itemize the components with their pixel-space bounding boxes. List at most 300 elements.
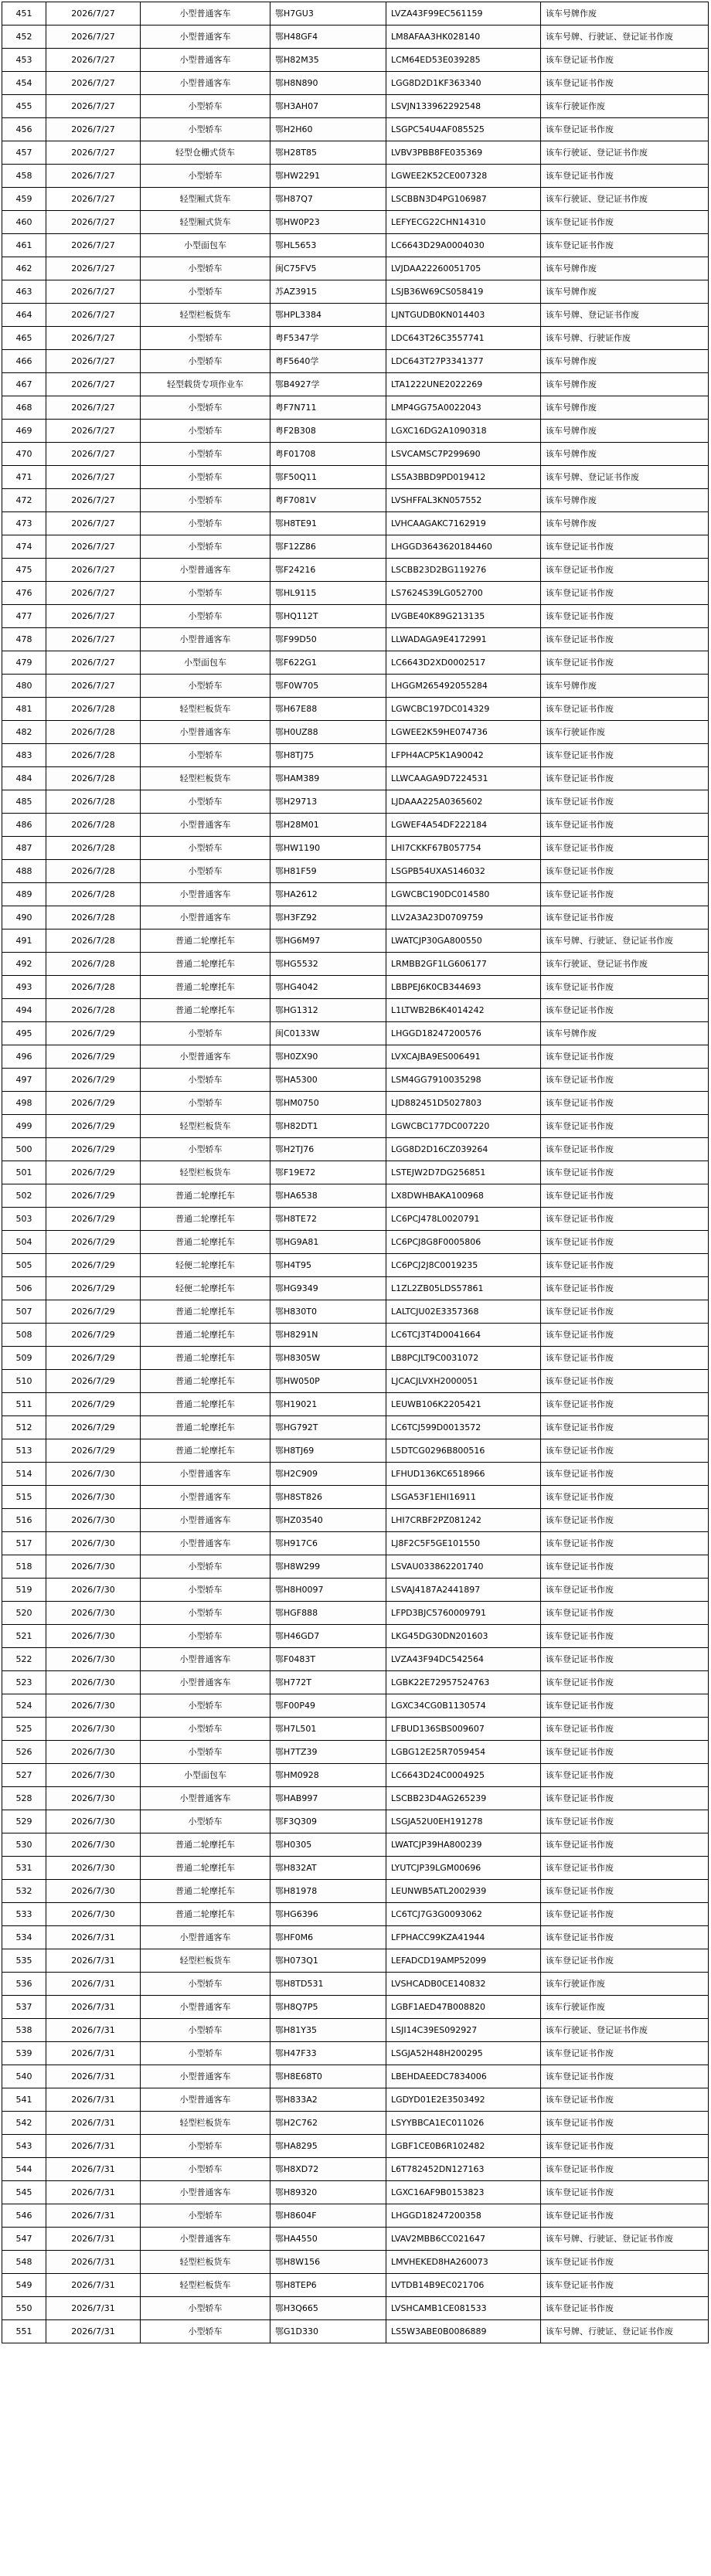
row-number: 498	[2, 1092, 46, 1115]
void-date: 2026/7/31	[46, 2042, 141, 2065]
table-row	[2, 1671, 709, 1694]
vehicle-type: 轻型栏板货车	[141, 2274, 270, 2297]
row-number: 544	[2, 2158, 46, 2181]
vehicle-type: 小型轿车	[141, 443, 270, 466]
plate-number: 鄂HL9115	[270, 582, 386, 605]
plate-number: 鄂H830T0	[270, 1300, 386, 1324]
row-number: 463	[2, 280, 46, 304]
void-reason: 该车号牌作废	[541, 489, 709, 512]
void-reason: 该车登记证书作废	[541, 2135, 709, 2158]
void-reason: 该车登记证书作废	[541, 1718, 709, 1741]
vin-code: LGXC16AF9B0153823	[386, 2181, 541, 2204]
plate-number: 鄂H917C6	[270, 1532, 386, 1555]
vin-code: LJD882451D5027803	[386, 1092, 541, 1115]
void-date: 2026/7/29	[46, 1347, 141, 1370]
void-date: 2026/7/28	[46, 929, 141, 953]
plate-number: 鄂H8TEP6	[270, 2274, 386, 2297]
plate-number: 鄂H81Y35	[270, 2019, 386, 2042]
void-reason: 该车登记证书作废	[541, 1602, 709, 1625]
vin-code: LC6PCJ478L0020791	[386, 1208, 541, 1231]
vehicle-type: 小型轿车	[141, 675, 270, 698]
void-date: 2026/7/31	[46, 2320, 141, 2343]
vehicle-type: 轻型仓栅式货车	[141, 141, 270, 165]
table-row	[2, 141, 709, 165]
vehicle-type: 轻型栏板货车	[141, 2251, 270, 2274]
table-row	[2, 257, 709, 280]
table-row	[2, 1926, 709, 1949]
table-row	[2, 1625, 709, 1648]
table-row	[2, 535, 709, 559]
vin-code: LBEHDAEEDC7834006	[386, 2065, 541, 2088]
row-number: 511	[2, 1393, 46, 1416]
row-number: 515	[2, 1486, 46, 1509]
void-reason: 该车登记证书作废	[541, 1579, 709, 1602]
void-reason: 该车登记证书作废	[541, 1903, 709, 1926]
plate-number: 鄂H8TE72	[270, 1208, 386, 1231]
vehicle-type: 小型轿车	[141, 2042, 270, 2065]
vin-code: LVSHCAMB1CE081533	[386, 2297, 541, 2320]
void-reason: 该车登记证书作废	[541, 2181, 709, 2204]
row-number: 476	[2, 582, 46, 605]
plate-number: 鄂B4927学	[270, 373, 386, 396]
void-date: 2026/7/29	[46, 1254, 141, 1277]
row-number: 546	[2, 2204, 46, 2228]
plate-number: 鄂H8E68T0	[270, 2065, 386, 2088]
vin-code: LSM4GG7910035298	[386, 1069, 541, 1092]
vin-code: LC6TCJ7G3G0093062	[386, 1903, 541, 1926]
void-date: 2026/7/29	[46, 1393, 141, 1416]
void-reason: 该车登记证书作废	[541, 1764, 709, 1787]
row-number: 488	[2, 860, 46, 883]
void-reason: 该车登记证书作废	[541, 906, 709, 929]
row-number: 536	[2, 1973, 46, 1996]
void-date: 2026/7/28	[46, 999, 141, 1022]
row-number: 530	[2, 1833, 46, 1857]
vehicle-type: 小型普通客车	[141, 25, 270, 49]
void-date: 2026/7/27	[46, 188, 141, 211]
table-row	[2, 1996, 709, 2019]
table-row	[2, 1347, 709, 1370]
row-number: 504	[2, 1231, 46, 1254]
plate-number: 鄂HW1190	[270, 837, 386, 860]
vehicle-type: 小型普通客车	[141, 2065, 270, 2088]
vin-code: LC6PCJ2J8C0019235	[386, 1254, 541, 1277]
vehicle-type: 普通二轮摩托车	[141, 1347, 270, 1370]
table-row	[2, 953, 709, 976]
void-date: 2026/7/29	[46, 1439, 141, 1463]
vehicle-type: 小型普通客车	[141, 49, 270, 72]
vin-code: LFBUD136SBS009607	[386, 1718, 541, 1741]
void-reason: 该车登记证书作废	[541, 2112, 709, 2135]
vin-code: LLWCAAGA9D7224531	[386, 767, 541, 790]
table-row	[2, 721, 709, 744]
row-number: 512	[2, 1416, 46, 1439]
row-number: 480	[2, 675, 46, 698]
row-number: 460	[2, 211, 46, 234]
plate-number: 鄂H3AH07	[270, 95, 386, 118]
vehicle-type: 轻型厢式货车	[141, 188, 270, 211]
void-date: 2026/7/29	[46, 1300, 141, 1324]
void-date: 2026/7/31	[46, 2274, 141, 2297]
row-number: 491	[2, 929, 46, 953]
vin-code: LSGPC54U4AF085525	[386, 118, 541, 141]
plate-number: 鄂H073Q1	[270, 1949, 386, 1973]
row-number: 528	[2, 1787, 46, 1810]
row-number: 497	[2, 1069, 46, 1092]
plate-number: 粤F5640学	[270, 350, 386, 373]
table-row	[2, 651, 709, 675]
void-reason: 该车号牌作废	[541, 443, 709, 466]
vin-code: LVGBE40K89G213135	[386, 605, 541, 628]
vehicle-type: 小型轿车	[141, 95, 270, 118]
vehicle-type: 小型轿车	[141, 350, 270, 373]
plate-number: 鄂H28T85	[270, 141, 386, 165]
void-date: 2026/7/28	[46, 976, 141, 999]
vehicle-type: 小型面包车	[141, 651, 270, 675]
void-reason: 该车登记证书作废	[541, 1277, 709, 1300]
vin-code: LJDAAA225A0365602	[386, 790, 541, 814]
vehicle-type: 小型轿车	[141, 2019, 270, 2042]
void-date: 2026/7/27	[46, 443, 141, 466]
vin-code: LSVAU033862201740	[386, 1555, 541, 1579]
plate-number: 鄂H0ZX90	[270, 1045, 386, 1069]
vehicle-type: 小型普通客车	[141, 1926, 270, 1949]
void-date: 2026/7/27	[46, 373, 141, 396]
void-date: 2026/7/27	[46, 211, 141, 234]
row-number: 545	[2, 2181, 46, 2204]
plate-number: 鄂H2H60	[270, 118, 386, 141]
vehicle-type: 普通二轮摩托车	[141, 1208, 270, 1231]
plate-number: 粤F7081V	[270, 489, 386, 512]
void-reason: 该车行驶证作废	[541, 95, 709, 118]
table-row	[2, 2320, 709, 2343]
vin-code: LGWCBC177DC007220	[386, 1115, 541, 1138]
vin-code: LVZA43F99EC561159	[386, 2, 541, 25]
row-number: 540	[2, 2065, 46, 2088]
void-reason: 该车登记证书作废	[541, 1416, 709, 1439]
vin-code: LSJB36W69CS058419	[386, 280, 541, 304]
row-number: 534	[2, 1926, 46, 1949]
row-number: 551	[2, 2320, 46, 2343]
void-date: 2026/7/30	[46, 1741, 141, 1764]
table-row	[2, 1532, 709, 1555]
plate-number: 鄂HG4042	[270, 976, 386, 999]
void-reason: 该车登记证书作废	[541, 2065, 709, 2088]
vehicle-type: 小型普通客车	[141, 2088, 270, 2112]
table-row	[2, 2088, 709, 2112]
table-row	[2, 1161, 709, 1184]
vin-code: LRMBB2GF1LG606177	[386, 953, 541, 976]
row-number: 501	[2, 1161, 46, 1184]
vin-code: LHGGM265492055284	[386, 675, 541, 698]
plate-number: 鄂HM0928	[270, 1764, 386, 1787]
vin-code: LVXCAJBA9ES006491	[386, 1045, 541, 1069]
void-date: 2026/7/27	[46, 95, 141, 118]
table-row	[2, 350, 709, 373]
plate-number: 鄂H67E88	[270, 698, 386, 721]
table-row	[2, 396, 709, 420]
plate-number: 鄂H8291N	[270, 1324, 386, 1347]
row-number: 514	[2, 1463, 46, 1486]
table-row	[2, 1555, 709, 1579]
table-row	[2, 512, 709, 535]
vehicle-type: 小型面包车	[141, 234, 270, 257]
table-row	[2, 1602, 709, 1625]
table-row	[2, 118, 709, 141]
void-reason: 该车登记证书作废	[541, 72, 709, 95]
void-reason: 该车登记证书作废	[541, 1370, 709, 1393]
void-date: 2026/7/28	[46, 906, 141, 929]
vehicle-type: 小型轿车	[141, 1069, 270, 1092]
table-row	[2, 1045, 709, 1069]
vin-code: LALTCJU02E3357368	[386, 1300, 541, 1324]
plate-number: 鄂HW0P23	[270, 211, 386, 234]
table-row	[2, 2181, 709, 2204]
plate-number: 鄂H3Q665	[270, 2297, 386, 2320]
table-row	[2, 1231, 709, 1254]
table-row	[2, 1022, 709, 1045]
void-date: 2026/7/29	[46, 1161, 141, 1184]
table-row	[2, 1787, 709, 1810]
row-number: 462	[2, 257, 46, 280]
plate-number: 鄂H4T95	[270, 1254, 386, 1277]
void-reason: 该车登记证书作废	[541, 1625, 709, 1648]
plate-number: 鄂HAM389	[270, 767, 386, 790]
vehicle-type: 轻型厢式货车	[141, 211, 270, 234]
void-reason: 该车登记证书作废	[541, 651, 709, 675]
vehicle-type: 小型轿车	[141, 1694, 270, 1718]
void-date: 2026/7/27	[46, 628, 141, 651]
vin-code: LFPH4ACP5K1A90042	[386, 744, 541, 767]
vehicle-type: 普通二轮摩托车	[141, 1393, 270, 1416]
table-row	[2, 744, 709, 767]
void-date: 2026/7/30	[46, 1903, 141, 1926]
row-number: 483	[2, 744, 46, 767]
vin-code: LMP4GG75A0022043	[386, 396, 541, 420]
plate-number: 鄂HG9A81	[270, 1231, 386, 1254]
void-reason: 该车登记证书作废	[541, 1648, 709, 1671]
plate-number: 鄂H47F33	[270, 2042, 386, 2065]
row-number: 492	[2, 953, 46, 976]
vehicle-type: 轻型栏板货车	[141, 1949, 270, 1973]
void-reason: 该车登记证书作废	[541, 211, 709, 234]
vehicle-type: 小型轿车	[141, 1579, 270, 1602]
vehicle-type: 普通二轮摩托车	[141, 1231, 270, 1254]
void-date: 2026/7/27	[46, 327, 141, 350]
row-number: 503	[2, 1208, 46, 1231]
vin-code: LC6643D2XD0002517	[386, 651, 541, 675]
table-row	[2, 1694, 709, 1718]
vehicle-type: 普通二轮摩托车	[141, 976, 270, 999]
vehicle-type: 轻型栏板货车	[141, 304, 270, 327]
plate-number: 鄂H8TJ75	[270, 744, 386, 767]
table-row	[2, 999, 709, 1022]
void-reason: 该车登记证书作废	[541, 790, 709, 814]
table-row	[2, 837, 709, 860]
plate-number: 鄂H832AT	[270, 1857, 386, 1880]
row-number: 510	[2, 1370, 46, 1393]
row-number: 466	[2, 350, 46, 373]
void-date: 2026/7/30	[46, 1463, 141, 1486]
plate-number: 鄂HG1312	[270, 999, 386, 1022]
table-row	[2, 49, 709, 72]
row-number: 489	[2, 883, 46, 906]
row-number: 542	[2, 2112, 46, 2135]
void-reason: 该车号牌作废	[541, 1022, 709, 1045]
void-date: 2026/7/27	[46, 535, 141, 559]
void-date: 2026/7/27	[46, 280, 141, 304]
row-number: 499	[2, 1115, 46, 1138]
void-date: 2026/7/29	[46, 1324, 141, 1347]
void-reason: 该车登记证书作废	[541, 1694, 709, 1718]
vin-code: LVSHCADB0CE140832	[386, 1973, 541, 1996]
vehicle-type: 普通二轮摩托车	[141, 1439, 270, 1463]
row-number: 490	[2, 906, 46, 929]
void-reason: 该车登记证书作废	[541, 1949, 709, 1973]
void-reason: 该车登记证书作废	[541, 1254, 709, 1277]
void-reason: 该车登记证书作废	[541, 1926, 709, 1949]
table-row	[2, 443, 709, 466]
void-date: 2026/7/27	[46, 559, 141, 582]
table-row	[2, 1069, 709, 1092]
void-date: 2026/7/30	[46, 1810, 141, 1833]
void-date: 2026/7/30	[46, 1833, 141, 1857]
table-row	[2, 211, 709, 234]
void-reason: 该车号牌、行驶证、登记证书作废	[541, 2228, 709, 2251]
void-date: 2026/7/29	[46, 1092, 141, 1115]
void-date: 2026/7/27	[46, 72, 141, 95]
vin-code: LJNTGUDB0KN014403	[386, 304, 541, 327]
void-reason: 该车登记证书作废	[541, 1069, 709, 1092]
void-date: 2026/7/30	[46, 1671, 141, 1694]
plate-number: 鄂H8XD72	[270, 2158, 386, 2181]
void-reason: 该车登记证书作废	[541, 2042, 709, 2065]
plate-number: 鄂F0483T	[270, 1648, 386, 1671]
void-reason: 该车登记证书作废	[541, 1671, 709, 1694]
table-row	[2, 929, 709, 953]
plate-number: 鄂HA8295	[270, 2135, 386, 2158]
void-reason: 该车登记证书作废	[541, 628, 709, 651]
table-row	[2, 2251, 709, 2274]
vehicle-type: 普通二轮摩托车	[141, 1903, 270, 1926]
vin-code: LGBG12E25R7059454	[386, 1741, 541, 1764]
vehicle-void-notice-table	[2, 2, 709, 2343]
vehicle-type: 小型轿车	[141, 1810, 270, 1833]
plate-number: 粤F7N711	[270, 396, 386, 420]
void-date: 2026/7/31	[46, 2158, 141, 2181]
void-date: 2026/7/27	[46, 2, 141, 25]
vin-code: LGWCBC197DC014329	[386, 698, 541, 721]
void-reason: 该车登记证书作废	[541, 605, 709, 628]
vin-code: LWATCJP39HA800239	[386, 1833, 541, 1857]
row-number: 469	[2, 420, 46, 443]
void-reason: 该车号牌作废	[541, 257, 709, 280]
void-date: 2026/7/27	[46, 651, 141, 675]
void-reason: 该车登记证书作废	[541, 1161, 709, 1184]
row-number: 506	[2, 1277, 46, 1300]
void-date: 2026/7/30	[46, 1648, 141, 1671]
vin-code: LSCBBN3D4PG106987	[386, 188, 541, 211]
vin-code: LSVCAMSC7P299690	[386, 443, 541, 466]
void-date: 2026/7/30	[46, 1486, 141, 1509]
void-date: 2026/7/28	[46, 953, 141, 976]
plate-number: 鄂H81F59	[270, 860, 386, 883]
vin-code: LEFADCD19AMP52099	[386, 1949, 541, 1973]
table-row	[2, 1208, 709, 1231]
table-row	[2, 1092, 709, 1115]
table-row	[2, 2297, 709, 2320]
void-reason: 该车行驶证作废	[541, 1996, 709, 2019]
void-date: 2026/7/27	[46, 466, 141, 489]
void-reason: 该车登记证书作废	[541, 1393, 709, 1416]
row-number: 520	[2, 1602, 46, 1625]
void-date: 2026/7/27	[46, 165, 141, 188]
void-reason: 该车登记证书作废	[541, 165, 709, 188]
void-reason: 该车行驶证、登记证书作废	[541, 141, 709, 165]
void-reason: 该车登记证书作废	[541, 118, 709, 141]
vehicle-type: 小型轿车	[141, 860, 270, 883]
vin-code: LBBPEJ6K0CB344693	[386, 976, 541, 999]
plate-number: 鄂F19E72	[270, 1161, 386, 1184]
vin-code: L6T782452DN127163	[386, 2158, 541, 2181]
table-row	[2, 234, 709, 257]
row-number: 518	[2, 1555, 46, 1579]
vin-code: LFPD3BJC5760009791	[386, 1602, 541, 1625]
vin-code: LGWEE2K59HE074736	[386, 721, 541, 744]
void-reason: 该车登记证书作废	[541, 1787, 709, 1810]
void-date: 2026/7/27	[46, 304, 141, 327]
plate-number: 鄂F99D50	[270, 628, 386, 651]
void-reason: 该车登记证书作废	[541, 535, 709, 559]
vehicle-type: 小型轿车	[141, 420, 270, 443]
void-reason: 该车登记证书作废	[541, 860, 709, 883]
plate-number: 鄂HG792T	[270, 1416, 386, 1439]
vin-code: LGDYD01E2E3503492	[386, 2088, 541, 2112]
vin-code: LGBF1CE0B6R102482	[386, 2135, 541, 2158]
vehicle-type: 普通二轮摩托车	[141, 1833, 270, 1857]
plate-number: 鄂HW050P	[270, 1370, 386, 1393]
plate-number: 鄂H46GD7	[270, 1625, 386, 1648]
plate-number: 鄂HAB997	[270, 1787, 386, 1810]
plate-number: 鄂H89320	[270, 2181, 386, 2204]
table-row	[2, 1463, 709, 1486]
void-date: 2026/7/30	[46, 1602, 141, 1625]
plate-number: 鄂H82M35	[270, 49, 386, 72]
row-number: 538	[2, 2019, 46, 2042]
plate-number: 鄂H19021	[270, 1393, 386, 1416]
plate-number: 鄂H7TZ39	[270, 1741, 386, 1764]
plate-number: 粤F2B308	[270, 420, 386, 443]
row-number: 507	[2, 1300, 46, 1324]
row-number: 486	[2, 814, 46, 837]
void-reason: 该车号牌、登记证书作废	[541, 304, 709, 327]
vehicle-type: 小型轿车	[141, 327, 270, 350]
void-date: 2026/7/27	[46, 350, 141, 373]
vin-code: LKG45DG30DN201603	[386, 1625, 541, 1648]
vin-code: LSTEJW2D7DG256851	[386, 1161, 541, 1184]
table-row	[2, 1833, 709, 1857]
table-row	[2, 1324, 709, 1347]
vehicle-type: 小型普通客车	[141, 2, 270, 25]
table-row	[2, 2019, 709, 2042]
void-date: 2026/7/30	[46, 1532, 141, 1555]
plate-number: 鄂H2C909	[270, 1463, 386, 1486]
vehicle-type: 小型面包车	[141, 1764, 270, 1787]
void-reason: 该车登记证书作废	[541, 1092, 709, 1115]
row-number: 474	[2, 535, 46, 559]
vehicle-type: 小型轿车	[141, 582, 270, 605]
plate-number: 鄂HW2291	[270, 165, 386, 188]
